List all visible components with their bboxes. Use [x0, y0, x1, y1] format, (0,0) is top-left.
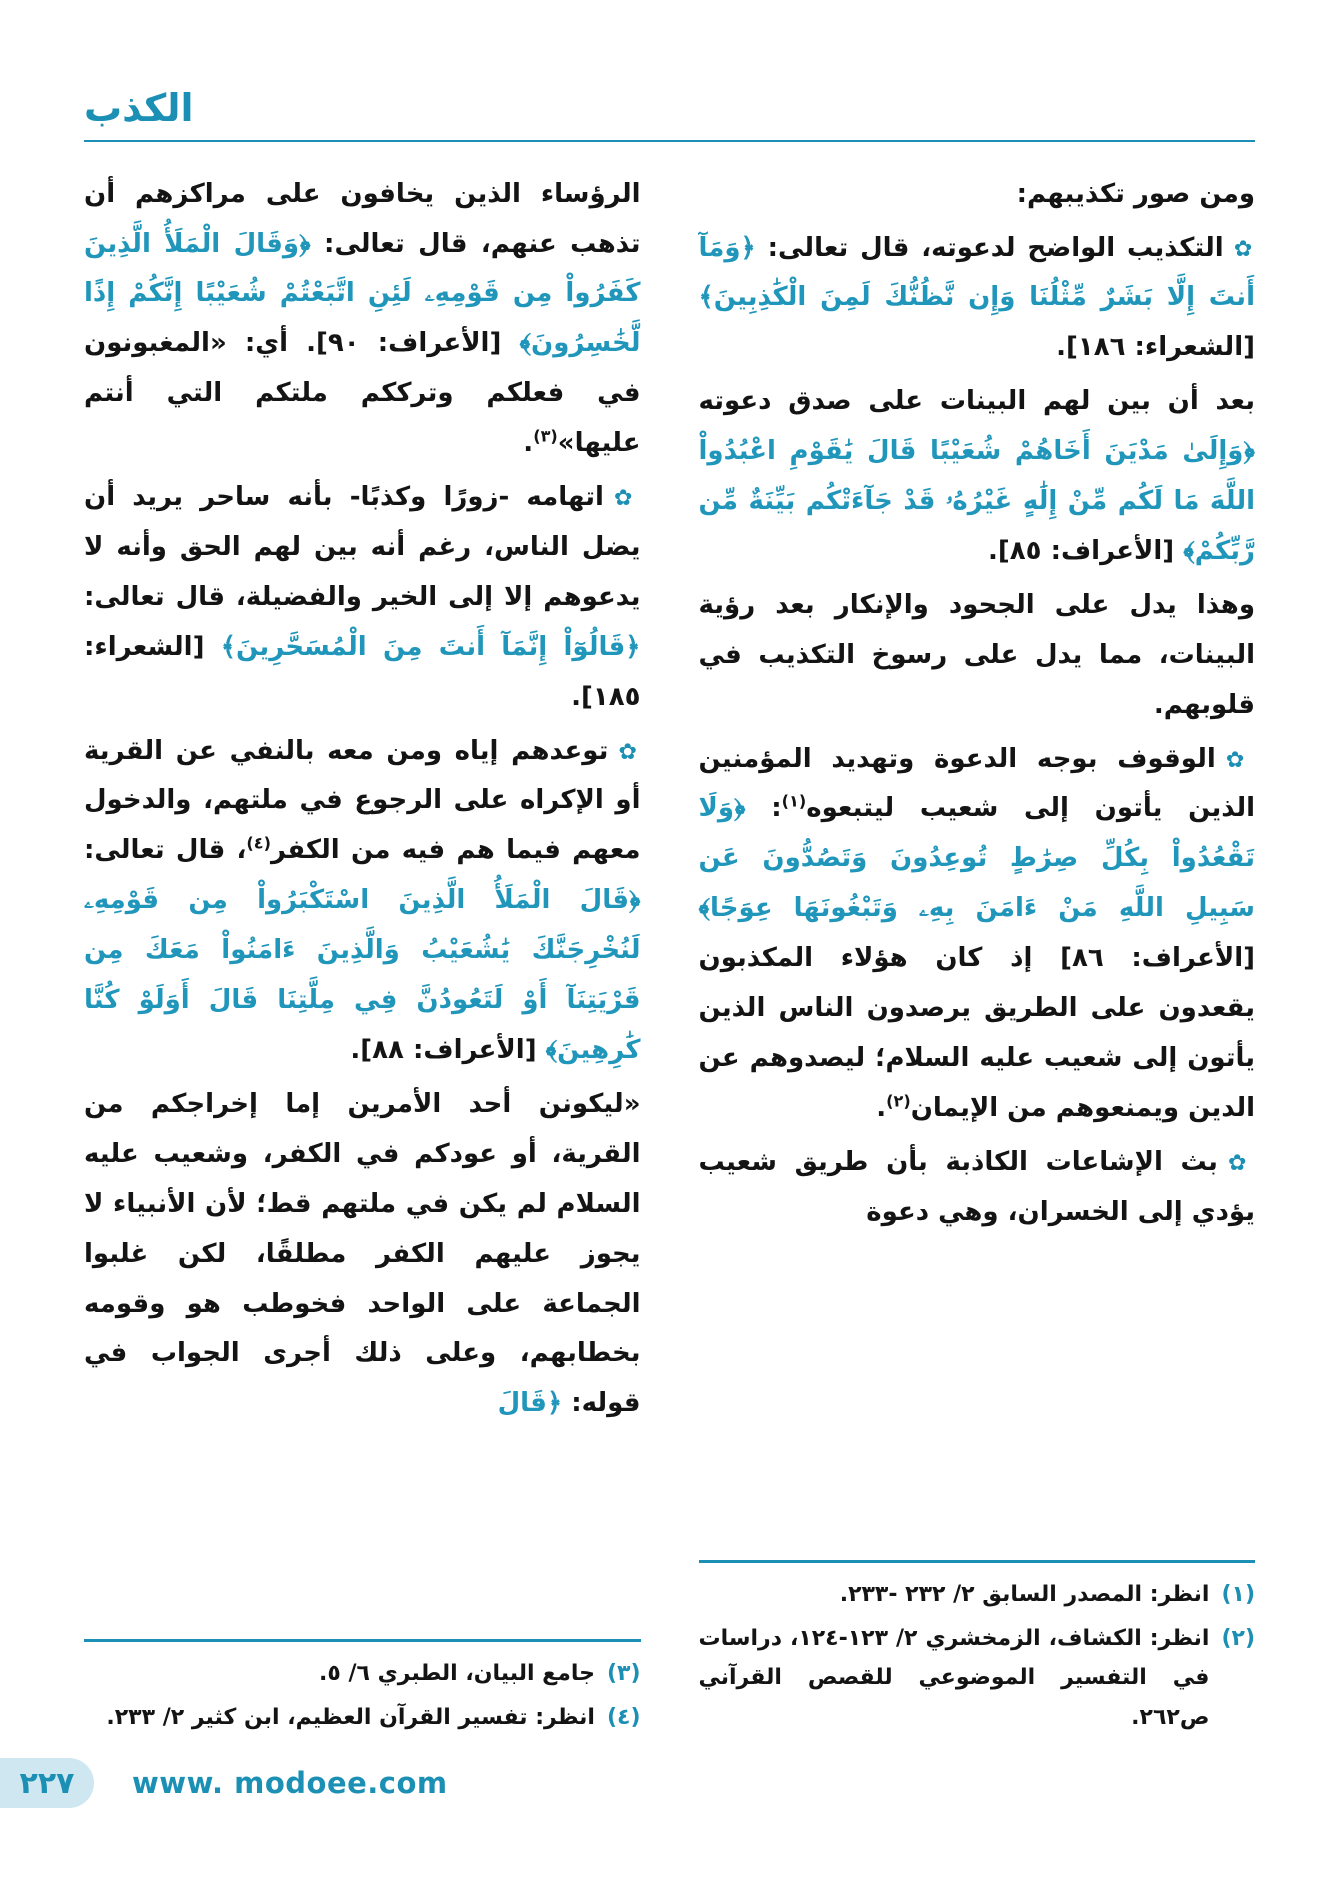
paragraph	[84, 170, 641, 469]
body-text: :	[745, 793, 782, 824]
text-columns	[0, 142, 1339, 1738]
paragraph	[84, 1080, 641, 1429]
footnote-text: انظر: الكشاف، الزمخشري ٢/ ١٢٣-١٢٤، دراسات في التفسير الموضوعي للقصص القرآني ص٢٦٢.	[698, 1625, 1210, 1730]
body-text: اتهامه -زورًا وكذبًا- بأنه ساحر يريد أن يضل الناس، رغم أنه بين لهم الحق وأنه لا يدعوهم إلا إلى الخير والفضيلة، قال تعالى:	[84, 482, 641, 612]
bulleted-paragraph	[699, 224, 1256, 374]
quran-verse: ﴿قَالُوٓاْ إِنَّمَآ أَنتَ مِنَ الْمُسَحَّرِينَ﴾	[220, 631, 641, 662]
footnote	[699, 1575, 1256, 1615]
body-text: «ليكونن أحد الأمرين إما إخراجكم من القرية، أو عودكم في الكفر، وشعيب عليه السلام لم يكن في ملتهم قط؛ لأن الأنبياء لا يجوز عليهم الكفر مطلقًا، لكن غلبوا الجماعة على الواحد فخوطب هو وقومه بخطابهم، وعلى ذلك أجرى الجواب في قوله:	[84, 1088, 641, 1419]
footnote-number: (١)	[1221, 1582, 1255, 1608]
column-left	[84, 170, 641, 1738]
body-text: توعدهم إياه ومن معه بالنفي عن القرية أو الإكراه على الرجوع في ملتهم، والدخول معهم فيما هم فيه من الكفر	[84, 735, 641, 866]
flower-bullet-icon: ✿	[1225, 746, 1255, 773]
flower-bullet-icon: ✿	[613, 485, 641, 512]
page-header	[0, 0, 1339, 142]
website-url: www. modoee.com	[132, 1766, 448, 1800]
page-title: الكذب	[84, 86, 194, 130]
footnote-marker: (١)	[781, 791, 807, 811]
verse-reference: [الأعراف: ٨٦]	[1060, 943, 1256, 974]
page-number-badge	[0, 1758, 94, 1808]
paragraph	[699, 170, 1256, 220]
verse-reference: [الأعراف: ٨٨].	[350, 1035, 546, 1065]
paragraph	[699, 581, 1256, 731]
verse-reference: [الشعراء: ١٨٥].	[84, 631, 641, 712]
body-text: أي: «المغبونون في فعلكم وترككم ملتكم التي أنتم عليها»	[84, 328, 641, 459]
quran-verse: ﴿قَالَ الْمَلَأُ الَّذِينَ اسْتَكْبَرُواْ مِن قَوْمِهِۦ لَنُخْرِجَنَّكَ يَٰشُعَيْبُ وَالَّذِينَ ءَامَنُواْ مَعَكَ مِن قَرْيَتِنَآ أَوْ لَتَعُودُنَّ فِي مِلَّتِنَا قَالَ أَوَلَوْ كُنَّا كَٰرِهِينَ﴾	[84, 885, 641, 1065]
column-right-body	[699, 170, 1256, 1238]
column-left-footnotes	[84, 1639, 641, 1737]
footnote	[699, 1619, 1256, 1738]
bulleted-paragraph	[699, 1138, 1256, 1238]
verse-reference: [الشعراء: ١٨٦].	[1056, 332, 1255, 363]
column-right-footnotes	[699, 1560, 1256, 1737]
body-text: بث الإشاعات الكاذبة بأن طريق شعيب يؤدي إلى الخسران، وهي دعوة	[698, 1146, 1255, 1227]
body-text: الرؤساء الذين يخافون على مراكزهم أن تذهب عنهم، قال تعالى:	[84, 178, 641, 259]
footnote-text: انظر: تفسير القرآن العظيم، ابن كثير ٢/ ٢٣٣.	[106, 1705, 595, 1730]
body-text: إذ كان هؤلاء المكذبون يقعدون على الطريق يرصدون الناس الذين يأتون إلى شعيب عليه السلام؛ ليصدوهم عن الدين ويمنعوهم من الإيمان	[698, 943, 1255, 1123]
quran-verse: ﴿وَمَآ أَنتَ إِلَّا بَشَرٌ مِّثْلُنَا وَإِن نَّظُنُّكَ لَمِنَ الْكَٰذِبِينَ﴾	[698, 232, 1255, 313]
body-text: .	[523, 428, 534, 459]
body-text: التكذيب الواضح لدعوته، قال تعالى:	[755, 232, 1224, 263]
quran-verse: ﴿وَإِلَىٰ مَدْيَنَ أَخَاهُمْ شُعَيْبًا قَالَ يَٰقَوْمِ اعْبُدُواْ اللَّهَ مَا لَكُم مِّنْ إِلَٰهٍ غَيْرُهُۥ قَدْ جَآءَتْكُم بَيِّنَةٌ مِّن رَّبِّكُمْ﴾	[698, 436, 1255, 566]
footnote	[84, 1698, 641, 1738]
bulleted-paragraph	[84, 727, 641, 1076]
flower-bullet-icon: ✿	[618, 738, 641, 765]
flower-bullet-icon: ✿	[1227, 1149, 1255, 1176]
verse-reference: [الأعراف: ٨٥].	[988, 535, 1184, 566]
bulleted-paragraph	[699, 735, 1256, 1134]
body-text: بعد أن بين لهم البينات على صدق دعوته	[698, 386, 1255, 417]
footnote-number: (٢)	[1221, 1625, 1255, 1651]
column-right	[699, 170, 1256, 1738]
quran-verse: ﴿وَقَالَ الْمَلَأُ الَّذِينَ كَفَرُواْ مِن قَوْمِهِۦ لَئِنِ اتَّبَعْتُمْ شُعَيْبًا إِنَّكُمْ إِذًا لَّخَٰسِرُونَ﴾	[84, 228, 641, 359]
quran-verse: ﴿وَلَا تَقْعُدُواْ بِكُلِّ صِرَٰطٍ تُوعِدُونَ وَتَصُدُّونَ عَن سَبِيلِ اللَّهِ مَنْ ءَامَنَ بِهِۦ وَتَبْغُونَهَا عِوَجًا﴾	[698, 793, 1255, 924]
footnote-text: جامع البيان، الطبري ٦/ ٥.	[319, 1661, 595, 1687]
quran-verse: ﴿قَالَ	[497, 1388, 563, 1419]
paragraph	[699, 377, 1256, 577]
bulleted-paragraph	[84, 473, 641, 723]
body-text: ومن صور تكذيبهم:	[1016, 178, 1255, 209]
body-text: ، قال تعالى:	[84, 835, 247, 866]
footnote-marker: (٢)	[886, 1091, 911, 1111]
flower-bullet-icon: ✿	[1233, 235, 1256, 262]
footnote-number: (٤)	[606, 1705, 641, 1730]
footnote	[84, 1654, 641, 1694]
body-text: الوقوف بوجه الدعوة وتهديد المؤمنين الذين يأتون إلى شعيب ليتبعوه	[698, 743, 1255, 824]
footnote-text: انظر: المصدر السابق ٢/ ٢٣٢ -٢٣٣.	[839, 1582, 1210, 1608]
footnote-number: (٣)	[606, 1661, 641, 1687]
footnote-marker: (٣)	[533, 426, 558, 446]
body-text: .	[876, 1092, 887, 1123]
page-number: ٢٢٧	[19, 1765, 75, 1801]
footnote-marker: (٤)	[246, 833, 272, 853]
page-footer	[0, 1758, 448, 1808]
column-left-body	[84, 170, 641, 1430]
verse-reference: [الأعراف: ٩٠].	[306, 328, 520, 359]
body-text: وهذا يدل على الجحود والإنكار بعد رؤية البينات، مما يدل على رسوخ التكذيب في قلوبهم.	[698, 589, 1255, 720]
